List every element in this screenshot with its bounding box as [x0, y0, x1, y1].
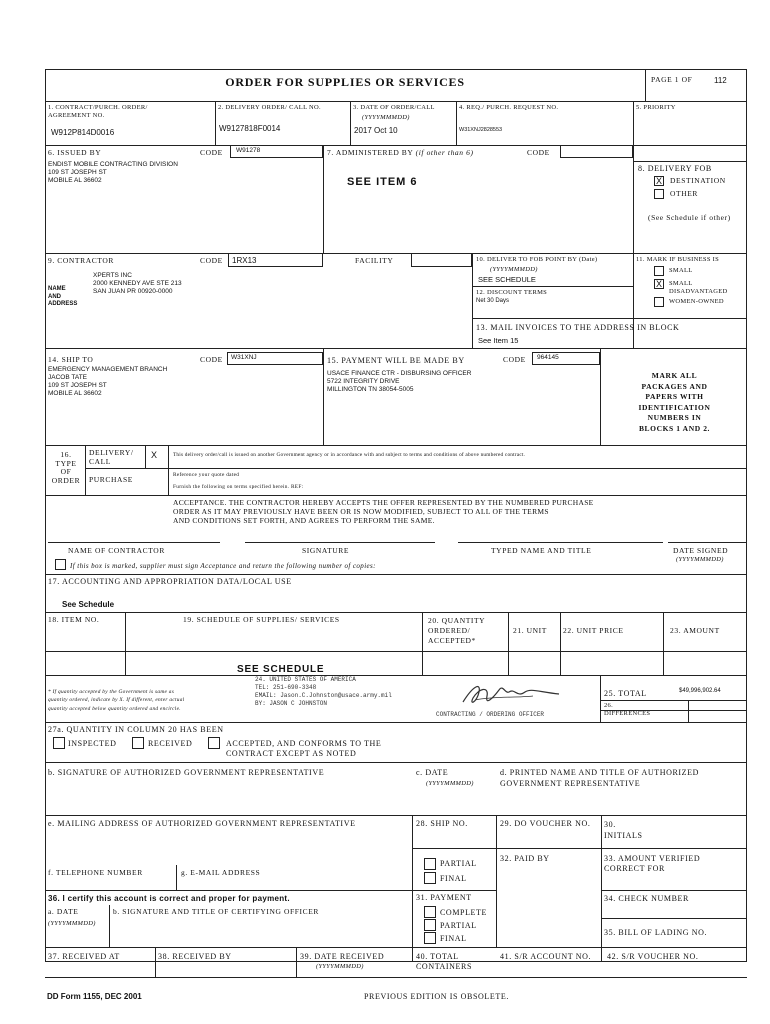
grid-line	[323, 348, 324, 445]
signature-line	[458, 542, 663, 543]
b17-label: 17. ACCOUNTING AND APPROPRIATION DATA/LOCAL USE	[48, 577, 292, 586]
b11-women-owned-checkbox[interactable]	[654, 297, 664, 307]
b13-label: 13. MAIL INVOICES TO THE ADDRESS IN BLOCK	[476, 323, 680, 332]
b37-label: 37. RECEIVED AT	[48, 952, 120, 961]
b16-acceptance-text: ACCEPTANCE. THE CONTRACTOR HEREBY ACCEPTS THE OFFER REPRESENTED BY THE NUMBERED PURCHASE ORDER AS IT MAY PREVIOUSLY HAVE BEEN OR IS NOW MODIFIED, SUBJECT TO ALL OF THE TERMS AND CONDITIONS SET FORTH, AND AGREES TO PERFORM THE SAME.	[173, 498, 594, 525]
b27a-received-checkbox[interactable]	[132, 737, 144, 749]
b8-label: 8. DELIVERY FOB	[638, 164, 712, 173]
b16-name-of-contractor: NAME OF CONTRACTOR	[68, 546, 165, 555]
grid-line	[215, 101, 216, 145]
b16-date-signed-label: DATE SIGNED	[673, 546, 729, 555]
b19-see-schedule: SEE SCHEDULE	[237, 664, 325, 675]
b7-see-item: SEE ITEM 6	[347, 176, 418, 188]
b27a-accepted-checkbox[interactable]	[208, 737, 220, 749]
b16-date-format: (YYYYMMMDD)	[676, 556, 724, 563]
b3-label: 3. DATE OF ORDER/CALL	[353, 104, 435, 111]
b24-contracting-officer-block: 24. UNITED STATES OF AMERICA TEL: 251-690-3348 EMAIL: Jason.C.Johnston@usace.army.mil BY: JASON C JOHNSTON	[255, 676, 392, 708]
b9-name-address-label: NAME AND ADDRESS	[48, 286, 78, 307]
b8-destination-label: DESTINATION	[670, 176, 726, 185]
b16-delivery-mark[interactable]: X	[151, 450, 158, 460]
b27a-received-label: RECEIVED	[148, 739, 193, 748]
b14-ship-to-address: EMERGENCY MANAGEMENT BRANCH JACOB TATE 109 ST JOSEPH ST MOBILE AL 36602	[48, 366, 168, 398]
grid-line	[109, 905, 110, 947]
b20-label: 20. QUANTITY ORDERED/ ACCEPTED*	[428, 616, 486, 646]
b34-label: 34. CHECK NUMBER	[604, 894, 689, 903]
b40-label: 40. TOTAL CONTAINERS	[416, 952, 473, 972]
grid-line	[45, 612, 747, 613]
b22-label: 22. UNIT PRICE	[563, 626, 624, 635]
b25-label: 25. TOTAL	[604, 689, 647, 698]
b7-label-text: 7. ADMINISTERED BY	[327, 148, 414, 157]
grid-line	[633, 101, 634, 145]
b7-code-box	[560, 145, 633, 158]
b31-complete-checkbox[interactable]	[424, 906, 436, 918]
b36-date-label: a. DATE	[48, 907, 79, 916]
b14-code-label: CODE	[200, 355, 223, 364]
grid-line	[85, 445, 86, 495]
grid-line	[45, 675, 747, 676]
b14-label: 14. SHIP TO	[48, 355, 94, 364]
b12-discount-terms: Net 30 Days	[476, 298, 510, 304]
b17-accounting-data: See Schedule	[62, 600, 115, 609]
b6-label: 6. ISSUED BY	[48, 148, 102, 157]
grid-line	[472, 318, 747, 319]
b16-reference-quote: Reference your quote dated	[173, 472, 240, 478]
b11-disadvantaged-label: DISADVANTAGED	[669, 288, 728, 295]
grid-line	[45, 651, 747, 652]
b2-label: 2. DELIVERY ORDER/ CALL NO.	[218, 104, 321, 111]
b23-label: 23. AMOUNT	[670, 626, 720, 635]
b11-women-owned-label: WOMEN-OWNED	[669, 298, 724, 305]
b9-label: 9. CONTRACTOR	[48, 256, 115, 265]
b16-furnish-ref: Furnish the following on terms specified herein. REF:	[173, 484, 304, 490]
grid-line	[600, 675, 601, 722]
b1-label: 1. CONTRACT/PURCH. ORDER/ AGREEMENT NO.	[48, 104, 148, 119]
b27f-label: f. TELEPHONE NUMBER	[48, 868, 143, 877]
b8-schedule-note: (See Schedule if other)	[648, 213, 731, 222]
grid-line	[600, 348, 601, 445]
grid-line	[45, 890, 412, 891]
grid-line	[422, 612, 423, 675]
b7-label	[327, 149, 474, 158]
grid-line	[688, 700, 689, 722]
quantity-note: * If quantity accepted by the Government is same as quantity ordered, indicate by X. If different, enter actual quantity accepted below quantity ordered and encircle.	[48, 689, 185, 712]
grid-line	[45, 947, 747, 948]
b31-partial-label: PARTIAL	[440, 921, 477, 930]
b16-delivery-call-label: DELIVERY/ CALL	[89, 448, 134, 466]
b15-payment-address: USACE FINANCE CTR - DISBURSING OFFICER 5722 INTEGRITY DRIVE MILLINGTON TN 38054-5005	[327, 370, 472, 394]
b39-label: 39. DATE RECEIVED	[300, 952, 385, 961]
b16-label: 16. TYPE OF ORDER	[51, 450, 81, 485]
grid-line	[508, 612, 509, 675]
b3-date-format: (YYYYMMMDD)	[362, 114, 410, 121]
b31-final-label: FINAL	[440, 934, 467, 943]
b27a-inspected-checkbox[interactable]	[53, 737, 65, 749]
officer-signature	[455, 680, 565, 710]
b5-label: 5. PRIORITY	[636, 104, 676, 111]
b9-facility-label: FACILITY	[355, 256, 394, 265]
b27b-label: b. SIGNATURE OF AUTHORIZED GOVERNMENT REPRESENTATIVE	[48, 768, 325, 777]
b27a-inspected-label: INSPECTED	[68, 739, 117, 748]
b9-code: 1RX13	[232, 256, 257, 265]
b41-label: 41. S/R ACCOUNT NO.	[500, 952, 592, 961]
b10-deliver-by: SEE SCHEDULE	[478, 275, 536, 284]
b31-label: 31. PAYMENT	[416, 893, 472, 902]
b15-code-label: CODE	[503, 355, 526, 364]
b15-code: 964145	[537, 354, 559, 361]
grid-line	[176, 865, 177, 890]
signature-line	[668, 542, 746, 543]
b7-code-label: CODE	[527, 148, 550, 157]
b16-copies-checkbox[interactable]	[55, 559, 66, 570]
b28-final-checkbox[interactable]	[424, 872, 436, 884]
b39-date-format: (YYYYMMMDD)	[316, 963, 364, 970]
b31-complete-label: COMPLETE	[440, 908, 488, 917]
b16-delivery-text: This delivery order/call is issued on another Government agency or in accordance with and subject to terms and conditions of above numbered contract.	[173, 452, 526, 458]
grid-line	[125, 612, 126, 675]
grid-line	[663, 612, 664, 675]
b26-label: 26. DIFFERENCES	[604, 702, 651, 718]
grid-line	[45, 722, 747, 723]
grid-line	[645, 69, 646, 101]
b16-signature-label: SIGNATURE	[302, 546, 350, 555]
grid-line	[45, 145, 747, 146]
b9-code-label: CODE	[200, 256, 223, 265]
b27g-label: g. E-MAIL ADDRESS	[181, 868, 261, 877]
b8-destination-checkbox[interactable]: X	[655, 176, 662, 186]
b27a-accepted-label: ACCEPTED, AND CONFORMS TO THE CONTRACT EXCEPT AS NOTED	[226, 739, 382, 758]
b7-label-note: (if other than 6)	[415, 148, 474, 157]
b8-other-checkbox[interactable]	[654, 189, 664, 199]
b33-label: 33. AMOUNT VERIFIED CORRECT FOR	[604, 854, 701, 874]
grid-line	[296, 947, 297, 977]
grid-line	[155, 947, 156, 977]
b16-purchase-label: PURCHASE	[89, 475, 133, 484]
signature-line	[245, 542, 435, 543]
b11-small-label: SMALL	[669, 267, 693, 274]
b35-label: 35. BILL OF LADING NO.	[604, 928, 708, 937]
b9-facility-box	[411, 253, 472, 267]
b11-label: 11. MARK IF BUSINESS IS	[636, 256, 720, 263]
b27c-label: c. DATE	[416, 768, 449, 777]
grid-line	[601, 890, 747, 891]
b30-label: 30. INITIALS	[604, 820, 643, 841]
b11-small-label-2: SMALL	[669, 280, 693, 287]
previous-edition-note: PREVIOUS EDITION IS OBSOLETE.	[364, 992, 509, 1001]
b42-label: 42. S/R VOUCHER NO.	[607, 952, 699, 961]
grid-line	[350, 101, 351, 145]
grid-line	[412, 890, 496, 891]
grid-line	[45, 348, 747, 349]
b32-label: 32. PAID BY	[500, 854, 550, 863]
b31-partial-checkbox[interactable]	[424, 919, 436, 931]
b28-partial-checkbox[interactable]	[424, 858, 436, 870]
grid-line	[601, 918, 747, 919]
b27e-label: e. MAILING ADDRESS OF AUTHORIZED GOVERNMENT REPRESENTATIVE	[48, 819, 356, 828]
b31-final-checkbox[interactable]	[424, 932, 436, 944]
page-total: 112	[714, 76, 727, 85]
b36-certification: 36. I certify this account is correct and proper for payment.	[48, 894, 290, 903]
grid-line	[45, 495, 747, 496]
b36-date-format: (YYYYMMMDD)	[48, 920, 96, 927]
page-label: PAGE 1 OF	[651, 75, 693, 84]
grid-line	[45, 574, 747, 575]
b28-label: 28. SHIP NO.	[416, 819, 468, 828]
form-number: DD Form 1155, DEC 2001	[47, 992, 142, 1001]
grid-line	[85, 468, 747, 469]
b6-code: W91278	[236, 147, 261, 154]
b16-copies-note: If this box is marked, supplier must sign Acceptance and return the following number of copies:	[70, 562, 376, 570]
b10-date-format: (YYYYMMMDD)	[490, 266, 538, 273]
grid-line	[601, 815, 602, 962]
b28-final-label: FINAL	[440, 874, 467, 883]
grid-line	[45, 253, 747, 254]
b38-label: 38. RECEIVED BY	[158, 952, 232, 961]
b15-label: 15. PAYMENT WILL BE MADE BY	[327, 356, 465, 365]
b29-label: 29. DO VOUCHER NO.	[500, 819, 591, 828]
grid-line	[496, 815, 497, 947]
b11-small-checkbox[interactable]	[654, 266, 664, 276]
grid-line	[45, 101, 747, 102]
b8-other-label: OTHER	[670, 189, 698, 198]
grid-line	[633, 161, 747, 162]
form-title: ORDER FOR SUPPLIES OR SERVICES	[225, 75, 465, 89]
b21-label: 21. UNIT	[513, 626, 547, 635]
b10-label: 10. DELIVER TO FOB POINT BY (Date)	[476, 256, 598, 263]
b18-label: 18. ITEM NO.	[48, 615, 100, 624]
grid-line	[472, 286, 633, 287]
b6-issued-by-address: ENDIST MOBILE CONTRACTING DIVISION 109 ST JOSEPH ST MOBILE AL 36602	[48, 161, 178, 185]
b3-order-date: 2017 Oct 10	[354, 126, 398, 135]
b16-typed-name-label: TYPED NAME AND TITLE	[491, 546, 592, 555]
b11-small-disadvantaged-checkbox[interactable]: X	[655, 279, 662, 289]
signature-line	[48, 542, 220, 543]
grid-line	[412, 848, 747, 849]
grid-line	[323, 145, 324, 253]
b13-mail-invoices: See Item 15	[478, 336, 519, 345]
b2-delivery-order-no: W9127818F0014	[219, 124, 281, 133]
grid-line	[412, 815, 413, 962]
b6-code-label: CODE	[200, 148, 223, 157]
grid-line	[560, 612, 561, 675]
grid-line	[168, 445, 169, 495]
grid-line	[45, 762, 747, 763]
grid-line	[45, 977, 747, 978]
grid-line	[472, 253, 473, 348]
b9-contractor-address: XPERTS INC 2000 KENNEDY AVE STE 213 SAN JUAN PR 00920-0000	[93, 272, 182, 296]
b36-signature-label: b. SIGNATURE AND TITLE OF CERTIFYING OFFICER	[113, 907, 320, 916]
b4-label: 4. REQ./ PURCH. REQUEST NO.	[459, 104, 559, 111]
b1-contract-no: W912P814D0016	[51, 128, 115, 137]
b4-request-no: W31XNJ2828553	[459, 127, 503, 133]
b14-code: W31XNJ	[231, 354, 257, 361]
grid-line	[45, 815, 747, 816]
b19-label: 19. SCHEDULE OF SUPPLIES/ SERVICES	[183, 615, 340, 624]
grid-line	[145, 445, 146, 468]
grid-line	[45, 445, 747, 446]
b27d-label: d. PRINTED NAME AND TITLE OF AUTHORIZED GOVERNMENT REPRESENTATIVE	[500, 768, 700, 788]
b24-officer-title: CONTRACTING / ORDERING OFFICER	[436, 711, 545, 718]
b25-total-amount: $49,996,902.64	[679, 688, 721, 694]
grid-line	[600, 700, 747, 701]
b27c-date-format: (YYYYMMMDD)	[426, 780, 474, 787]
b28-partial-label: PARTIAL	[440, 859, 477, 868]
b12-label: 12. DISCOUNT TERMS	[476, 289, 548, 296]
grid-line	[456, 101, 457, 145]
b27a-label: 27a. QUANTITY IN COLUMN 20 HAS BEEN	[48, 725, 224, 734]
mark-all-notice: MARK ALL PACKAGES AND PAPERS WITH IDENTIFICATION NUMBERS IN BLOCKS 1 AND 2.	[638, 371, 711, 433]
